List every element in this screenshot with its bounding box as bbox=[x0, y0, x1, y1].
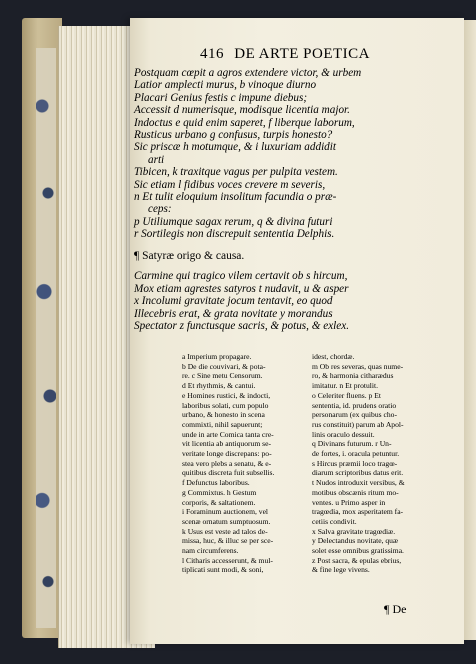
verse-line: Postquam cœpit a agros extendere victor, & urbem bbox=[134, 67, 362, 79]
note-line: vit licentia ab antiquorum se- bbox=[182, 439, 271, 449]
notes-left-column bbox=[182, 352, 332, 575]
section-heading: ¶ Satyræ origo & causa. bbox=[134, 250, 245, 262]
note-line: e Homines rustici, & indocti, bbox=[182, 390, 271, 400]
note-line: t Nudos introduxit versibus, & bbox=[312, 478, 405, 488]
note-line: k Usus est veste ad talos de- bbox=[182, 526, 268, 536]
verse-line: arti bbox=[148, 153, 165, 166]
verse-line: Carmine qui tragico vilem certavit ob s hircum, bbox=[134, 270, 348, 282]
verse-line: Spectator z functusque sacris, & potus, & exlex. bbox=[134, 320, 350, 333]
verse-line: p Utiliumque sagax rerum, q & divina futuri bbox=[134, 215, 333, 228]
note-line: missa, huc, & illuc se per sce- bbox=[182, 536, 274, 546]
verse-line: Illecebris erat, & grata novitate y morandus bbox=[134, 307, 333, 320]
note-line: s Hircus præmii loco tragœ- bbox=[312, 458, 398, 468]
note-line: & fine lege vivens. bbox=[312, 565, 370, 575]
marbled-edge bbox=[36, 48, 56, 628]
note-line: imitatur. n Et protulit. bbox=[312, 381, 379, 391]
verse-line: Tibicen, k traxitque vagus per pulpita vestem. bbox=[134, 166, 338, 179]
note-line: urbano, & honesto in scena bbox=[182, 410, 265, 420]
note-line: nam circumferens. bbox=[182, 546, 239, 556]
note-line: re. c Sine metu Censorum. bbox=[182, 371, 263, 381]
note-line: scenæ ornatum sumptuosum. bbox=[182, 516, 271, 526]
note-line: sententia, id. prudens oratio bbox=[312, 400, 397, 410]
note-line: d Et rhythmis, & cantui. bbox=[182, 381, 256, 391]
note-line: m Ob res severas, quas nume- bbox=[312, 361, 404, 371]
note-line: corporis, & saltationem. bbox=[182, 497, 256, 507]
note-line: y Delectandus novitate, quæ bbox=[312, 536, 399, 546]
note-line: ventes. u Primo asper in bbox=[312, 497, 386, 507]
verse-line: Sic etiam l fidibus voces crevere m severis, bbox=[134, 178, 326, 191]
note-line: veritate longe discrepans: po- bbox=[182, 449, 272, 459]
notes-right-column bbox=[312, 352, 462, 575]
note-line: rus constituit) parum ab Apol- bbox=[312, 419, 404, 429]
verses-bottom bbox=[134, 270, 439, 333]
note-line: o Celeriter fluens. p Et bbox=[312, 390, 381, 400]
note-line: commixti, nihil sapuerunt; bbox=[182, 419, 263, 429]
note-line: z Post sacra, & epulas ebrius, bbox=[312, 555, 402, 565]
verses-top bbox=[134, 67, 439, 241]
note-line: solet esse omnibus gratissima. bbox=[312, 546, 404, 556]
note-line: quitibus discreta fuit subsellis. bbox=[182, 468, 275, 478]
verse-line: ceps: bbox=[148, 203, 172, 216]
note-line: a Imperium propagare. bbox=[182, 352, 252, 361]
note-line: de fortes, i. oracula petuntur. bbox=[312, 449, 400, 459]
verse-line: x Incolumi gravitate jocum tentavit, eo quod bbox=[134, 295, 333, 308]
note-line: personarum (ex quibus cho- bbox=[312, 410, 397, 420]
note-line: g Commixtus. h Gestum bbox=[182, 487, 257, 497]
catchword: ¶ De bbox=[384, 602, 407, 616]
note-line: unde in arte Comica tanta cre- bbox=[182, 429, 274, 439]
note-line: laboribus solati, cum populo bbox=[182, 400, 269, 410]
note-line: b De die couvivari, & pota- bbox=[182, 361, 266, 371]
note-line: tiplicati sunt modi, & soni, bbox=[182, 565, 264, 575]
verse-line: Latior amplecti murus, b vinoque diurno bbox=[134, 79, 317, 92]
note-line: ro, & harmonia citharædus bbox=[312, 371, 394, 381]
verse-line: Mox etiam agrestes satyros t nudavit, u & asper bbox=[134, 282, 349, 295]
note-line: diarum scriptoribus datus erit. bbox=[312, 468, 404, 478]
note-line: motibus obscænis ritum mo- bbox=[312, 487, 399, 497]
page-number: 416 bbox=[200, 46, 224, 62]
note-line: l Citharis accesserunt, & mul- bbox=[182, 555, 273, 565]
verse-line: Placari Genius festis c impune diebus; bbox=[134, 91, 308, 104]
running-head: DE ARTE POETICA bbox=[234, 46, 371, 62]
note-line: x Salva gravitate tragœdiæ. bbox=[312, 526, 396, 536]
verse-line: Rusticus urbano g confusus, turpis honesto? bbox=[134, 129, 333, 142]
verse-line: Indoctus e quid enim saperet, f liberque laborum, bbox=[134, 116, 355, 129]
note-line: idest, chordæ. bbox=[312, 352, 355, 361]
verse-line: Accessit d numerisque, modisque licentia major. bbox=[134, 104, 350, 117]
verse-line: n Et tulit eloquium insolitum facundia o præ- bbox=[134, 191, 337, 204]
verse-line: Sic priscæ h motumque, & i luxuriam addidit bbox=[134, 141, 336, 154]
note-line: f Defunctus laboribus. bbox=[182, 478, 250, 488]
verse-line: r Sortilegis non discrepuit sententia Delphis. bbox=[134, 228, 335, 241]
note-line: linis oraculo dessuit. bbox=[312, 429, 375, 439]
note-line: stea vero plebs a senatu, & e- bbox=[182, 458, 272, 468]
note-line: i Foraminum auctionem, vel bbox=[182, 507, 269, 517]
facing-page-edge bbox=[464, 20, 476, 640]
note-line: cetiis condivit. bbox=[312, 516, 357, 526]
note-line: q Divinans futurum. r Un- bbox=[312, 439, 392, 449]
note-line: tragœdia, mox asperitatem fa- bbox=[312, 507, 404, 517]
page-header bbox=[200, 46, 450, 63]
